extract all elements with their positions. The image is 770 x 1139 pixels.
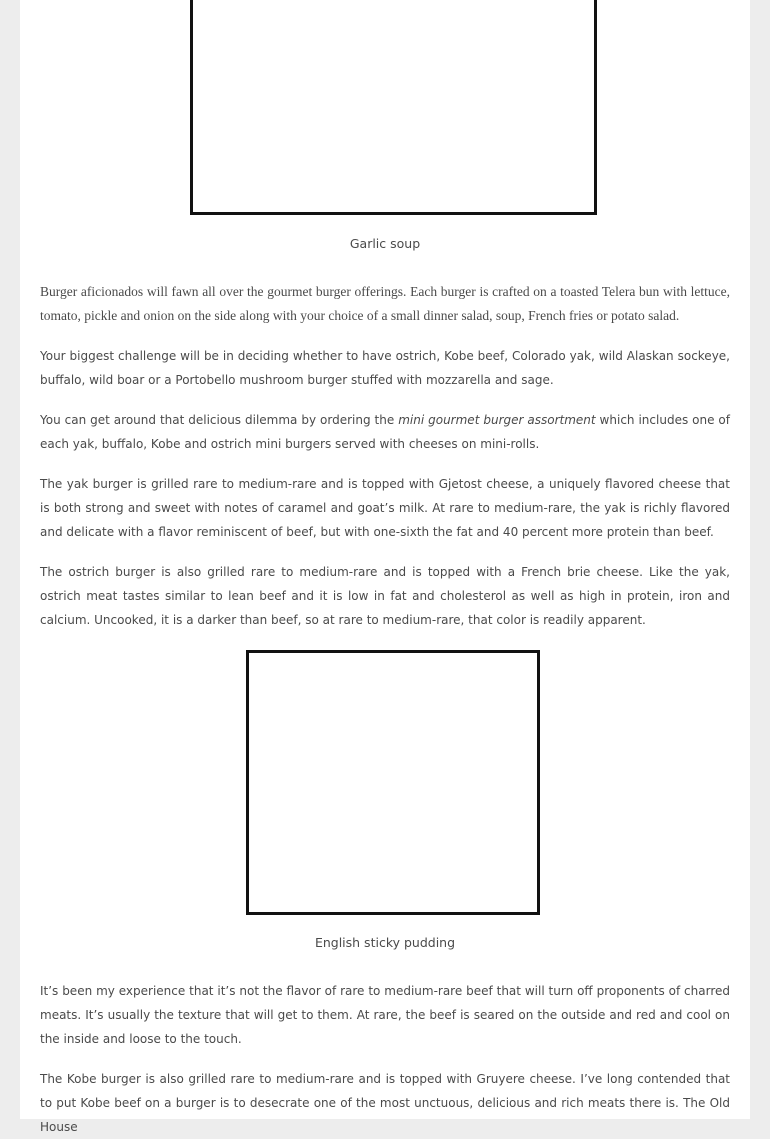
paragraph-gourmet-burgers: Burger aficionados will fawn all over the gourmet burger offerings. Each burger is crafted on a toasted Telera bun with lettuce, tomato, pickle and onion on the side along with your choice of a small dinner salad, soup, French fries or potato salad.	[40, 284, 730, 323]
paragraph-biggest-challenge: Your biggest challenge will be in deciding whether to have ostrich, Kobe beef, Colorado yak, wild Alaskan sockeye, buffalo, wild boar or a Portobello mushroom burger stuffed with mozzarella and sage.	[40, 349, 730, 387]
paragraph-ostrich-burger: The ostrich burger is also grilled rare to medium-rare and is topped with a French brie cheese. Like the yak, ostrich meat tastes similar to lean beef and it is low in fat and cholesterol as well as high in protein, iron and calcium. Uncooked, it is a darker than beef, so at rare to medium-rare, that color is readily apparent.	[40, 565, 730, 627]
english-sticky-pudding-image	[246, 650, 540, 915]
emphasized-text: mini gourmet burger assortment	[398, 413, 596, 427]
paragraph-delicious-dilemma	[40, 408, 730, 456]
figure-caption-garlic-soup: Garlic soup	[349, 236, 421, 251]
paragraph-texture: It’s been my experience that it’s not the flavor of rare to medium-rare beef that will turn off proponents of charred meats. It’s usually the texture that will get to them. At rare, the beef is seared on the outside and red and cool on the inside and loose to the touch.	[40, 984, 730, 1046]
garlic-soup-image	[190, 0, 597, 215]
paragraph-text: You can get around that delicious dilemma by ordering the	[40, 413, 399, 427]
article-page	[20, 0, 750, 1134]
paragraph-kobe-burger: The Kobe burger is also grilled rare to medium-rare and is topped with Gruyere cheese. I’ve long contended that to put Kobe beef on a burger is to desecrate one of the most unctuous, delicious and rich meats there is. The Old House	[40, 1072, 730, 1134]
paragraph-yak-burger: The yak burger is grilled rare to medium-rare and is topped with Gjetost cheese, a uniquely flavored cheese that is both strong and sweet with notes of caramel and goat’s milk. At rare to medium-rare, the yak is richly flavored and delicate with a flavor reminiscent of beef, but with one-sixth the fat and 40 percent more protein than beef.	[40, 477, 730, 539]
figure-caption-english-sticky-pudding: English sticky pudding	[314, 935, 456, 950]
paragraph-text: which includes one of each yak, buffalo, Kobe and ostrich mini burgers served with cheeses on mini-rolls.	[40, 413, 730, 451]
